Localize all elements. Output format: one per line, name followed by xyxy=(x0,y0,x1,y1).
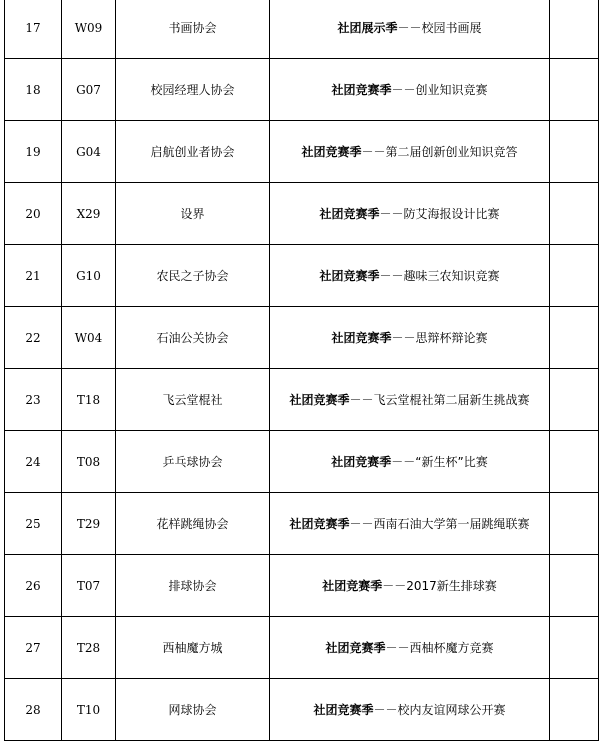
season-label: 社团竞赛季 xyxy=(313,702,374,717)
row-number: 17 xyxy=(5,0,62,59)
activity-detail: －－飞云堂棍社第二届新生挑战赛 xyxy=(349,392,530,407)
empty-cell xyxy=(550,493,599,555)
row-number: 20 xyxy=(5,183,62,245)
activity-detail: －－趣味三农知识竞赛 xyxy=(379,268,500,283)
activity-title xyxy=(270,493,550,555)
activity-title xyxy=(270,679,550,741)
club-code: T18 xyxy=(62,369,116,431)
table-row xyxy=(5,307,599,369)
empty-cell xyxy=(550,183,599,245)
activity-title xyxy=(270,59,550,121)
activity-detail: －－第二届创新创业知识竞答 xyxy=(361,144,518,159)
row-number: 23 xyxy=(5,369,62,431)
club-code: X29 xyxy=(62,183,116,245)
activity-detail: －－校园书画展 xyxy=(397,20,482,35)
empty-cell xyxy=(550,0,599,59)
table-row xyxy=(5,0,599,59)
season-label: 社团竞赛季 xyxy=(319,268,380,283)
empty-cell xyxy=(550,307,599,369)
club-code: T07 xyxy=(62,555,116,617)
activity-detail: －－防艾海报设计比赛 xyxy=(379,206,500,221)
activity-title xyxy=(270,245,550,307)
table-row xyxy=(5,431,599,493)
activity-title xyxy=(270,431,550,493)
club-name: 设界 xyxy=(116,183,270,245)
club-code: T28 xyxy=(62,617,116,679)
season-label: 社团竞赛季 xyxy=(331,82,392,97)
table-row xyxy=(5,121,599,183)
table-row xyxy=(5,183,599,245)
activity-detail: －－创业知识竞赛 xyxy=(391,82,488,97)
club-name: 农民之子协会 xyxy=(116,245,270,307)
club-code: G10 xyxy=(62,245,116,307)
row-number: 28 xyxy=(5,679,62,741)
row-number: 21 xyxy=(5,245,62,307)
row-number: 24 xyxy=(5,431,62,493)
row-number: 26 xyxy=(5,555,62,617)
season-label: 社团竞赛季 xyxy=(331,330,392,345)
table-row xyxy=(5,369,599,431)
club-code: G04 xyxy=(62,121,116,183)
empty-cell xyxy=(550,431,599,493)
activity-detail: －－“新生杯”比赛 xyxy=(391,454,488,469)
row-number: 22 xyxy=(5,307,62,369)
table-row xyxy=(5,679,599,741)
table-row xyxy=(5,617,599,679)
club-name: 乒乓球协会 xyxy=(116,431,270,493)
club-name: 书画协会 xyxy=(116,0,270,59)
activity-detail: －－西柚杯魔方竞赛 xyxy=(385,640,494,655)
activity-detail: －－西南石油大学第一届跳绳联赛 xyxy=(349,516,530,531)
club-name: 校园经理人协会 xyxy=(116,59,270,121)
activity-detail: －－2017新生排球赛 xyxy=(382,578,497,593)
club-code: T29 xyxy=(62,493,116,555)
season-label: 社团竞赛季 xyxy=(325,640,386,655)
empty-cell xyxy=(550,59,599,121)
row-number: 27 xyxy=(5,617,62,679)
activity-title xyxy=(270,555,550,617)
table-row xyxy=(5,245,599,307)
row-number: 18 xyxy=(5,59,62,121)
empty-cell xyxy=(550,679,599,741)
activity-title xyxy=(270,121,550,183)
activity-title xyxy=(270,307,550,369)
activity-title xyxy=(270,0,550,59)
empty-cell xyxy=(550,555,599,617)
club-code: T08 xyxy=(62,431,116,493)
club-code: G07 xyxy=(62,59,116,121)
club-name: 网球协会 xyxy=(116,679,270,741)
activity-title xyxy=(270,617,550,679)
club-code: T10 xyxy=(62,679,116,741)
club-name: 排球协会 xyxy=(116,555,270,617)
club-name: 石油公关协会 xyxy=(116,307,270,369)
activity-detail: －－思辩杯辩论赛 xyxy=(391,330,488,345)
row-number: 19 xyxy=(5,121,62,183)
empty-cell xyxy=(550,245,599,307)
club-name: 花样跳绳协会 xyxy=(116,493,270,555)
season-label: 社团竞赛季 xyxy=(322,578,383,593)
empty-cell xyxy=(550,121,599,183)
table-row xyxy=(5,555,599,617)
club-name: 启航创业者协会 xyxy=(116,121,270,183)
table-row xyxy=(5,59,599,121)
season-label: 社团竞赛季 xyxy=(331,454,392,469)
activity-title xyxy=(270,183,550,245)
season-label: 社团竞赛季 xyxy=(289,516,350,531)
club-code: W04 xyxy=(62,307,116,369)
activity-detail: －－校内友谊网球公开赛 xyxy=(373,702,506,717)
club-code: W09 xyxy=(62,0,116,59)
club-activity-table xyxy=(4,0,599,741)
season-label: 社团竞赛季 xyxy=(301,144,362,159)
empty-cell xyxy=(550,369,599,431)
empty-cell xyxy=(550,617,599,679)
season-label: 社团竞赛季 xyxy=(289,392,350,407)
club-name: 飞云堂棍社 xyxy=(116,369,270,431)
season-label: 社团展示季 xyxy=(337,20,398,35)
row-number: 25 xyxy=(5,493,62,555)
table-row xyxy=(5,493,599,555)
season-label: 社团竞赛季 xyxy=(319,206,380,221)
club-name: 西柚魔方城 xyxy=(116,617,270,679)
activity-title xyxy=(270,369,550,431)
